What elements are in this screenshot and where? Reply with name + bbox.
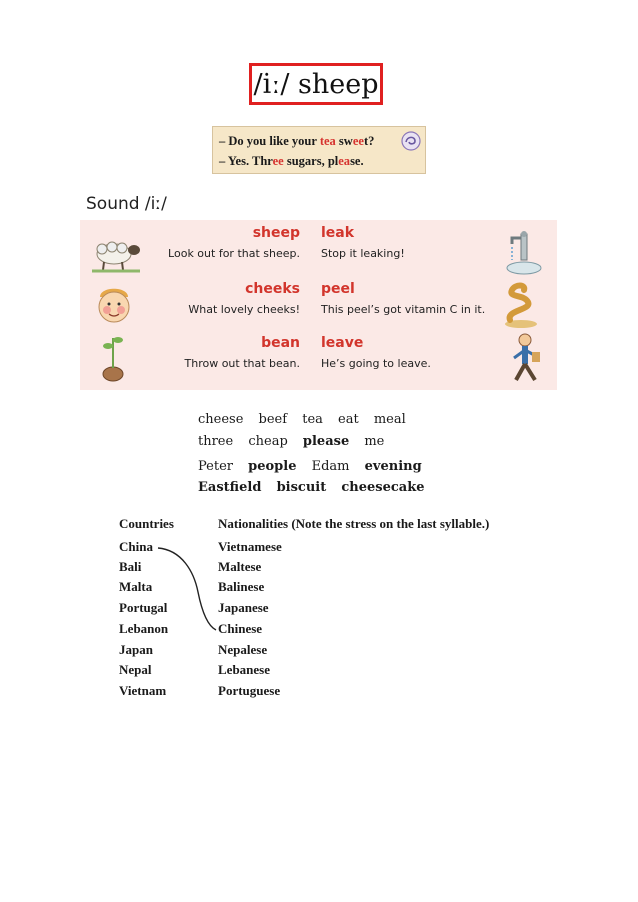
country-cell: Vietnam bbox=[119, 683, 167, 698]
nationality-cell: Vietnamese bbox=[218, 539, 282, 554]
minimal-pair-word: leak bbox=[321, 225, 355, 241]
word: Eastfield bbox=[198, 480, 262, 495]
word: Peter bbox=[198, 459, 233, 474]
sound-heading: Sound /iː/ bbox=[86, 194, 167, 214]
minimal-pair-word: sheep bbox=[252, 225, 300, 241]
sheep-icon bbox=[90, 236, 142, 274]
word: meal bbox=[373, 412, 406, 427]
country-cell: Portugal bbox=[119, 600, 168, 615]
page-title: /iː/ sheep bbox=[249, 63, 383, 105]
tap-icon bbox=[504, 230, 544, 276]
country-cell: Nepal bbox=[119, 662, 152, 677]
minimal-pair-sentence: He’s going to leave. bbox=[321, 357, 431, 370]
nationality-cell: Chinese bbox=[218, 621, 263, 636]
matching-line bbox=[152, 542, 222, 634]
word-row-3 bbox=[198, 459, 433, 474]
word: biscuit bbox=[276, 480, 327, 495]
nationality-cell: Maltese bbox=[218, 559, 262, 574]
word-row-1 bbox=[198, 412, 417, 427]
minimal-pair-word: leave bbox=[321, 335, 364, 351]
country-cell: China bbox=[119, 539, 153, 554]
nationalities-header: Nationalities (Note the stress on the last syllable.) bbox=[218, 516, 490, 531]
minimal-pair-sentence: Throw out that bean. bbox=[184, 357, 300, 370]
dialog-line-1: – Do you like your tea sweet? bbox=[219, 134, 375, 148]
dialog-line-2: – Yes. Three sugars, please. bbox=[219, 154, 364, 168]
face-icon bbox=[94, 283, 134, 327]
word-row-2 bbox=[198, 434, 395, 449]
minimal-pair-word: peel bbox=[321, 281, 355, 297]
country-cell: Bali bbox=[119, 559, 142, 574]
country-cell: Japan bbox=[119, 642, 153, 657]
countries-header: Countries bbox=[119, 516, 174, 531]
word: tea bbox=[302, 412, 323, 427]
nationality-cell: Balinese bbox=[218, 579, 265, 594]
bean-sprout-icon bbox=[98, 332, 128, 382]
sound-panel bbox=[80, 220, 557, 390]
nationality-cell: Lebanese bbox=[218, 662, 270, 677]
word: cheesecake bbox=[341, 480, 425, 495]
word: cheese bbox=[198, 412, 244, 427]
countries-nationalities-table bbox=[112, 512, 522, 702]
nationality-cell: Portuguese bbox=[218, 683, 281, 698]
minimal-pair-sentence: Stop it leaking! bbox=[321, 247, 405, 260]
minimal-pair-sentence: Look out for that sheep. bbox=[168, 247, 300, 260]
word: please bbox=[302, 434, 350, 449]
word-row-4 bbox=[198, 480, 436, 495]
minimal-pair-word: cheeks bbox=[245, 281, 300, 297]
dialog-box bbox=[212, 126, 426, 174]
nationality-cell: Japanese bbox=[218, 600, 269, 615]
nationality-cell: Nepalese bbox=[218, 642, 268, 657]
walking-man-icon bbox=[508, 332, 542, 386]
speech-swirl-icon bbox=[401, 131, 421, 151]
word-practice-list bbox=[192, 408, 442, 502]
minimal-pair-sentence: This peel’s got vitamin C in it. bbox=[321, 303, 486, 316]
word: eat bbox=[338, 412, 359, 427]
country-cell: Lebanon bbox=[119, 621, 169, 636]
word: beef bbox=[258, 412, 288, 427]
word: three bbox=[198, 434, 234, 449]
word: cheap bbox=[248, 434, 288, 449]
country-cell: Malta bbox=[119, 579, 153, 594]
minimal-pair-sentence: What lovely cheeks! bbox=[188, 303, 300, 316]
word: Edam bbox=[311, 459, 350, 474]
word: me bbox=[364, 434, 385, 449]
word: people bbox=[248, 459, 297, 474]
peel-icon bbox=[502, 280, 540, 330]
word: evening bbox=[364, 459, 422, 474]
minimal-pair-word: bean bbox=[261, 335, 300, 351]
